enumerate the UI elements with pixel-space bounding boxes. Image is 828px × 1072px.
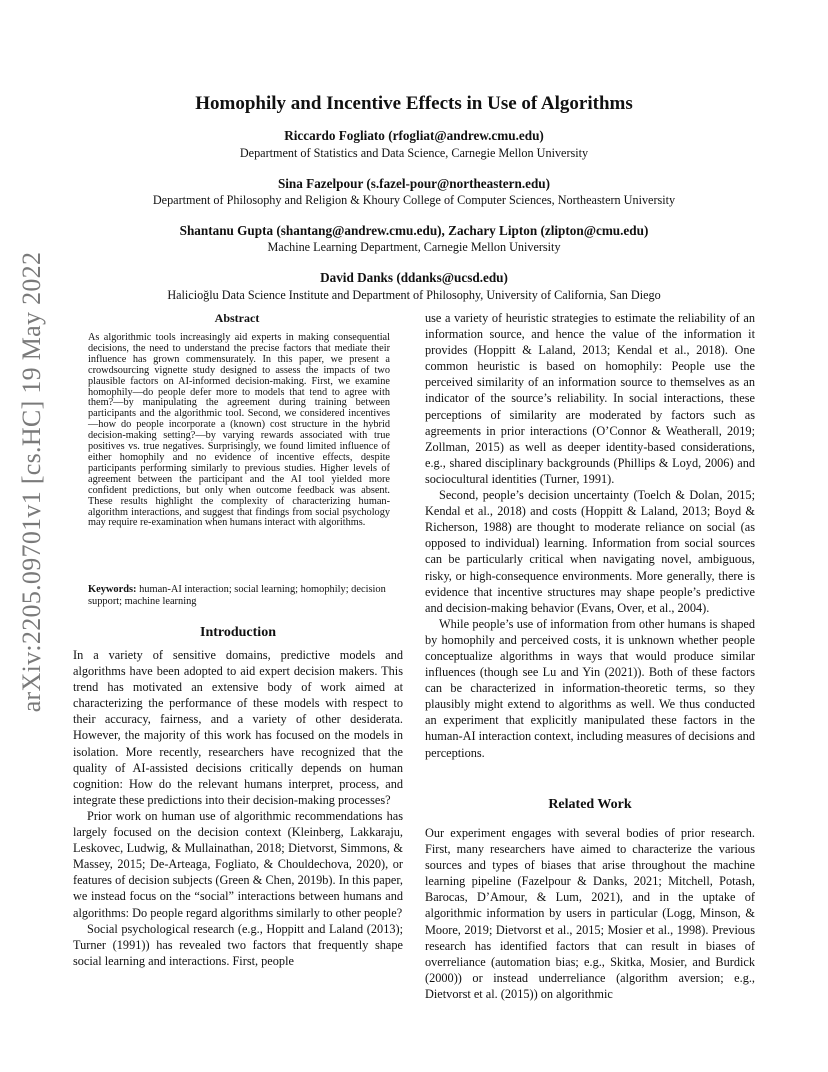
- right-column-body: [425, 310, 755, 761]
- related-work-body: [425, 825, 755, 1002]
- author-line-1: Riccardo Fogliato (rfogliat@andrew.cmu.edu): [284, 128, 544, 143]
- keywords: [88, 584, 390, 607]
- abstract-body: As algorithmic tools increasingly aid experts in making consequential decisions, the need to understand the precise factors that mediate their influence has grown commensurately. In this paper, we present a crowdsourcing vignette study designed to assess the impacts of two plausible factors on AI-informed decision-making. First, we examine homophily—do people defer more to models that tend to agree with them?—by manipulating the agreement during training between participants and the algorithmic tool. Second, we considered incentives—how do people incorporate a (known) cost structure in the hybrid decision-making setting?—by varying rewards associated with true positives vs. true negatives. Surprisingly, we found limited influence of either homophily and no evidence of incentive effects, despite participants performing similarly to previous studies. Higher levels of agreement between the participant and the AI tool yielded more confident predictions, but only when outcome feedback was absent. These results highlight the complexity of characterizing human-algorithm interactions, and suggest that findings from social psychology may require re-examination when humans interact with algorithms.: [88, 332, 390, 529]
- introduction-body: [73, 647, 403, 969]
- related-work-heading: Related Work: [548, 797, 632, 812]
- arxiv-sidebar: [8, 251, 56, 713]
- abstract-heading: Abstract: [214, 311, 260, 325]
- paper-title: Homophily and Incentive Effects in Use of Algorithms: [195, 93, 633, 114]
- paragraph: In a variety of sensitive domains, predictive models and algorithms have been adopted to aid expert decision makers. This trend has motivated an extensive body of work aimed at characterizing the performance of these models with respect to their accuracy, fairness, and a variety of other desiderata. However, the majority of this work has focused on the models in isolation. More recently, researchers have recognized that the quality of AI-assisted decisions critically depends on human cognition: How do the relevant humans interpret, process, and integrate these predictions into their decision-making processes?: [73, 648, 403, 807]
- author-line-2: Sina Fazelpour (s.fazel-pour@northeastern.edu): [277, 176, 551, 191]
- paragraph: While people’s use of information from other humans is shaped by homophily and perceived costs, it is unknown whether people conceptualize algorithms in ways that would produce similar influences (though see Lu and Yin (2021)). Both of these factors can be characterized in information-theoretic terms, so they plausibly might extend to algorithms as well. We thus conducted an experiment that explicitly manipulated these factors in the human-AI interaction context, including measures of decisions and perceptions.: [425, 616, 755, 760]
- paragraph: use a variety of heuristic strategies to estimate the reliability of an information source, and hence the value of the information it provides (Hoppitt & Laland, 2013; Kendal et al., 2018). One common heuristic is based on homophily: People use the perceived similarity of an information source to themselves as an indicator of the source’s reliability. In social interactions, these perceptions of similarity are moderated by factors such as agreements in prior interactions (O’Connor & Weatherall, 2019; Zollman, 2015) as well as deeper identity-based considerations, e.g., shared disciplinary backgrounds (Phillips & Loyd, 2006) and sociocultural identities (Turner, 1991).: [425, 311, 755, 486]
- introduction-heading: Introduction: [200, 625, 276, 640]
- author-line-3: Shantanu Gupta (shantang@andrew.cmu.edu), Zachary Lipton (zlipton@cmu.edu): [179, 223, 649, 238]
- keywords-label: Keywords:: [88, 584, 137, 595]
- paragraph: Second, people’s decision uncertainty (Toelch & Dolan, 2015; Kendal et al., 2018) and costs (Hoppitt & Laland, 2013; Boyd & Richerson, 1988) are thought to moderate reliance on social (as opposed to individual) learning. Information from social sources can be particularly critical when navigating novel, ambiguous, risky, or high-consequence environments. More generally, there is evidence that incentive structures may shape people’s predictive and decision-making behavior (Evans, Over, et al., 2004).: [425, 488, 755, 615]
- arxiv-identifier: arXiv:2205.09701v1 [cs.HC] 19 May 2022: [17, 251, 46, 713]
- paragraph: Social psychological research (e.g., Hoppitt and Laland (2013); Turner (1991)) has revealed two factors that frequently shape social learning and interactions. First, people: [73, 921, 403, 968]
- affiliation-line-3: Machine Learning Department, Carnegie Mellon University: [267, 240, 561, 254]
- affiliation-line-2: Department of Philosophy and Religion & Khoury College of Computer Sciences, Northeastern University: [152, 193, 676, 207]
- keywords-list: human-AI interaction; social learning; homophily; decision support; machine learning: [88, 584, 386, 607]
- affiliation-line-4: Halicioğlu Data Science Institute and Department of Philosophy, University of California, San Diego: [167, 288, 661, 302]
- affiliation-line-1: Department of Statistics and Data Science, Carnegie Mellon University: [239, 146, 589, 160]
- paragraph: Prior work on human use of algorithmic recommendations has largely focused on the decision context (Kleinberg, Lakkaraju, Leskovec, Ludwig, & Mullainathan, 2018; Dietvorst, Simmons, & Massey, 2015; De-Arteaga, Fogliato, & Chouldechova, 2020), or features of decision subjects (Green & Chen, 2019b). In this paper, we instead focus on the “social” interactions between humans and algorithms: Do people regard algorithms similarly to other people?: [73, 808, 403, 920]
- author-line-4: David Danks (ddanks@ucsd.edu): [320, 270, 508, 285]
- paragraph: Our experiment engages with several bodies of prior research. First, many researchers have aimed to characterize the various sources and types of biases that arise throughout the machine learning pipeline (Fazelpour & Danks, 2021; Mitchell, Potash, Barocas, D’Amour, & Lum, 2021), and in the uptake of algorithmic information by users in particular (Logg, Minson, & Moore, 2019; Dietvorst et al., 2015; Mosier et al., 1998). Previous research has identified factors that can result in biases of overreliance (automation bias; e.g., Skitka, Mosier, and Burdick (2000)) or instead underreliance (algorithm aversion; e.g., Dietvorst et al. (2015)) on algorithmic: [425, 826, 755, 1001]
